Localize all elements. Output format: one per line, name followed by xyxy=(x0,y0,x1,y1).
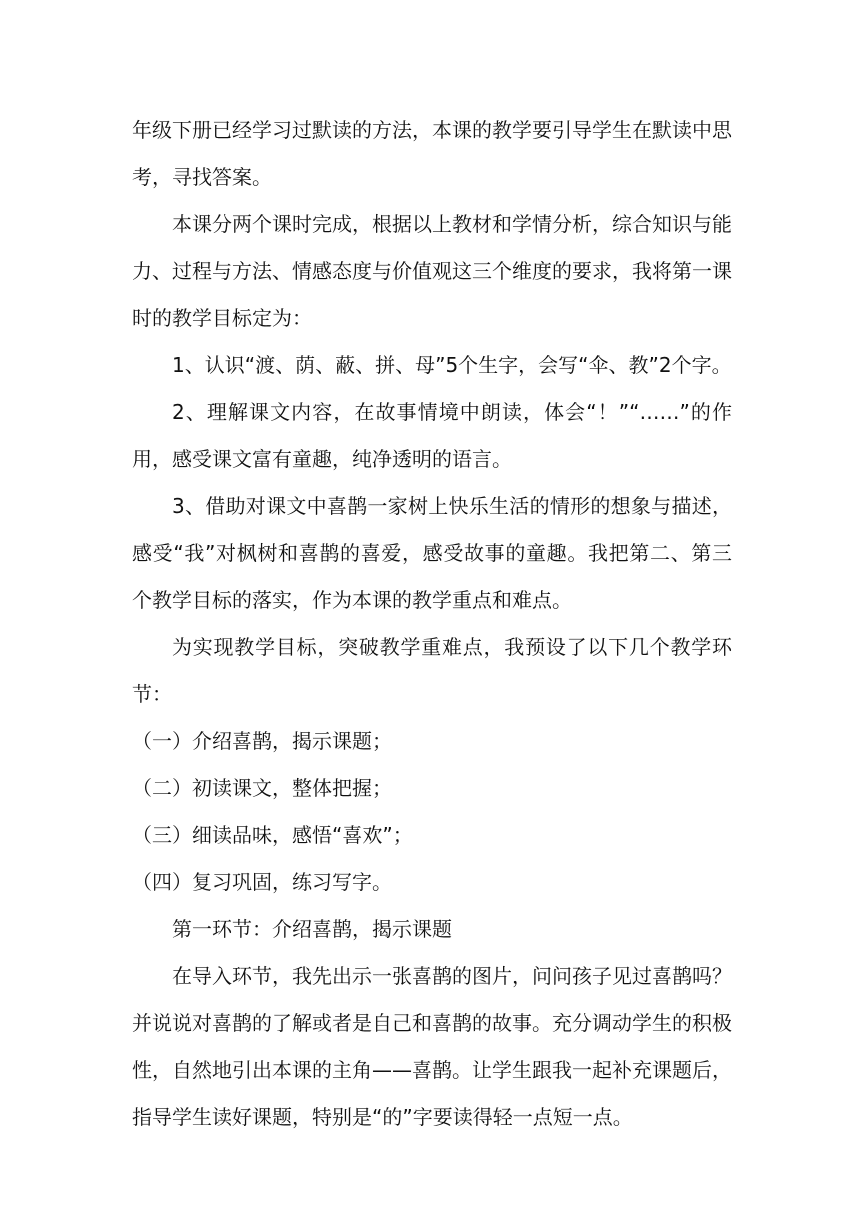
step-item-2: （二）初读课文，整体把握； xyxy=(132,776,392,800)
paragraph-steps-intro: 为实现教学目标，突破教学重难点，我预设了以下几个教学环节： xyxy=(132,635,732,706)
document-body xyxy=(132,107,732,1141)
objective-1: 1、认识“渡、荫、蔽、拼、母”5个生字，会写“伞、教”2个字。 xyxy=(172,353,732,377)
objective-3: 3、借助对课文中喜鹊一家树上快乐生活的情形的想象与描述，感受“我”对枫树和喜鹊的喜爱，感受故事的童趣。我把第二、第三个教学目标的落实，作为本课的教学重点和难点。 xyxy=(132,494,732,612)
paragraph-continuation: 年级下册已经学习过默读的方法，本课的教学要引导学生在默读中思考，寻找答案。 xyxy=(132,118,732,189)
paragraph-step-1-body: 在导入环节，我先出示一张喜鹊的图片，问问孩子见过喜鹊吗？并说说对喜鹊的了解或者是自己和喜鹊的故事。充分调动学生的积极性，自然地引出本课的主角——喜鹊。让学生跟我一起补充课题后，指导学生读好课题，特别是“的”字要读得轻一点短一点。 xyxy=(132,964,732,1129)
paragraph-objectives-intro: 本课分两个课时完成，根据以上教材和学情分析，综合知识与能力、过程与方法、情感态度与价值观这三个维度的要求，我将第一课时的教学目标定为： xyxy=(132,212,732,330)
step-item-4: （四）复习巩固，练习写字。 xyxy=(132,870,392,894)
objective-2: 2、理解课文内容，在故事情境中朗读，体会“！”“……”的作用，感受课文富有童趣，纯净透明的语言。 xyxy=(132,400,732,471)
step-item-3: （三）细读品味，感悟“喜欢”； xyxy=(132,823,413,847)
section-heading-step-1: 第一环节：介绍喜鹊，揭示课题 xyxy=(172,917,452,941)
step-item-1: （一）介绍喜鹊，揭示课题； xyxy=(132,729,392,753)
